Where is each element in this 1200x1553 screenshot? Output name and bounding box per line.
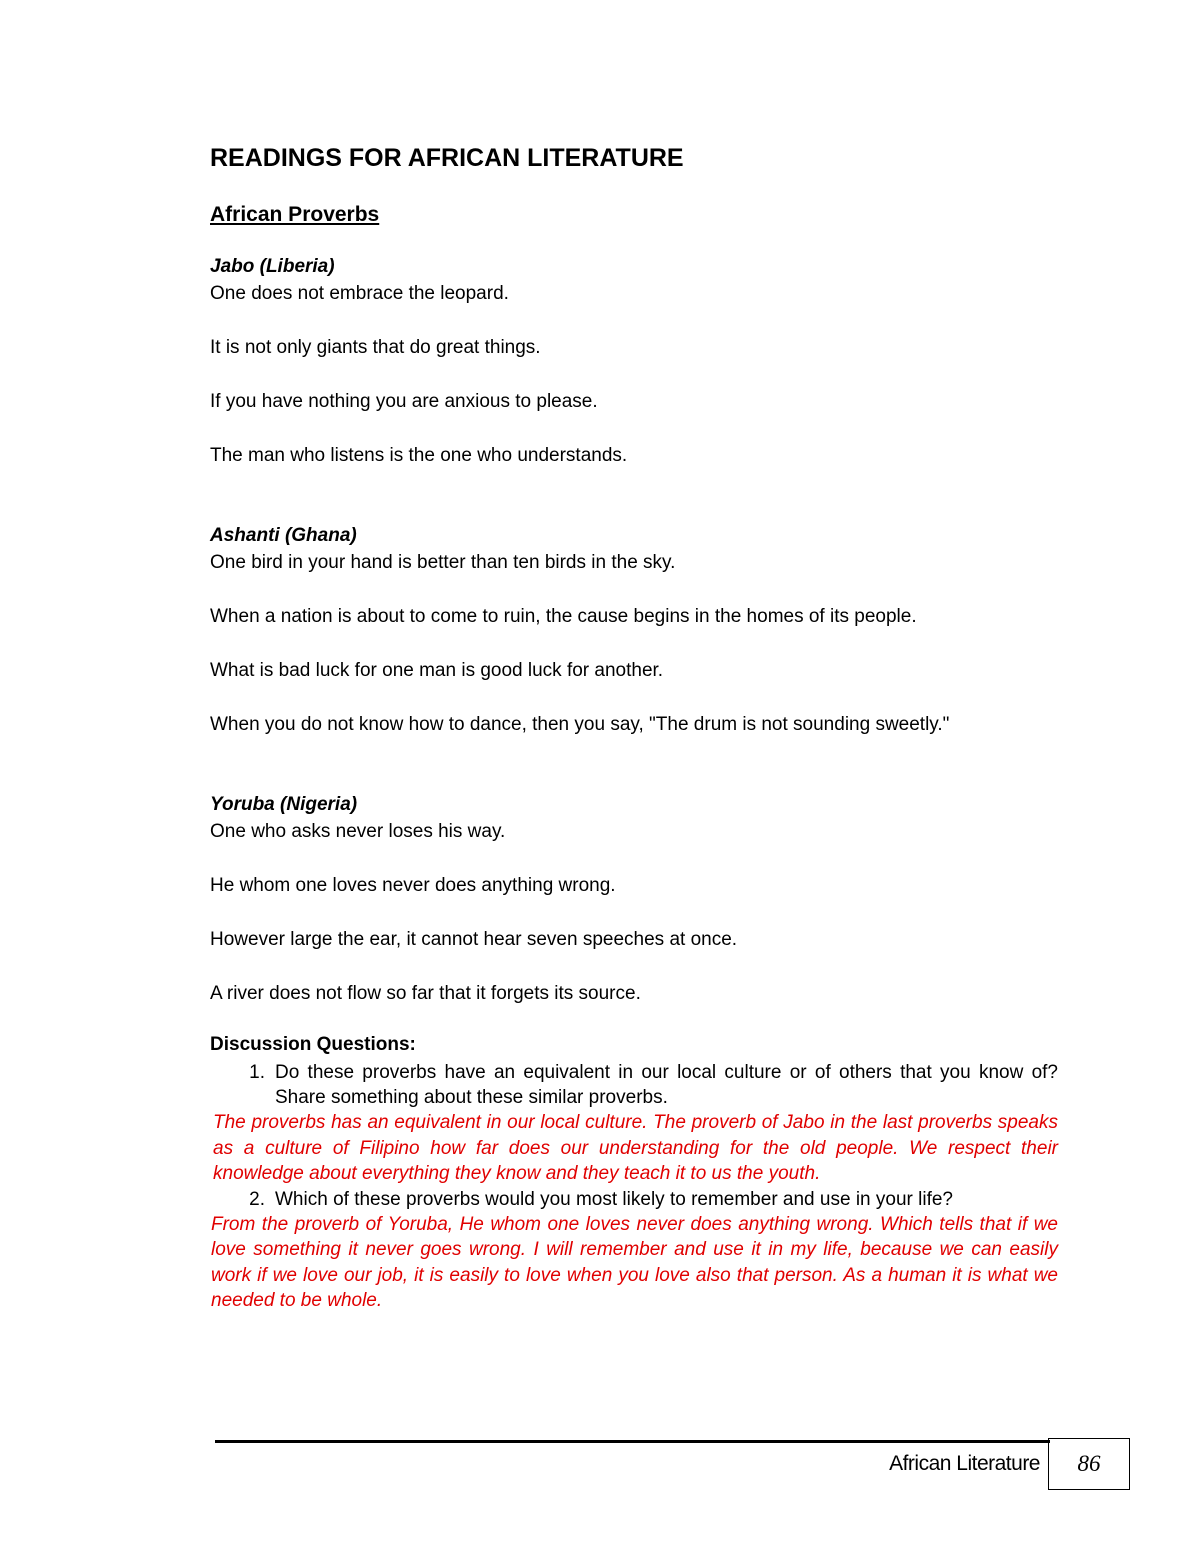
section-heading: African Proverbs [210,203,380,226]
proverb: One who asks never loses his way. [210,821,506,842]
footer-rule [215,1440,1050,1443]
proverb: When you do not know how to dance, then you say, "The drum is not sounding sweetly." [210,714,950,735]
page-number-box [1048,1438,1130,1490]
proverb: When a nation is about to come to ruin, the cause begins in the homes of its people. [210,606,917,627]
page-content [210,140,1058,1314]
proverb-group-ashanti [210,522,1058,738]
group-heading: Ashanti (Ghana) [210,525,357,546]
proverb-group-yoruba [210,791,1058,1007]
discussion-question [210,1187,1058,1212]
discussion-heading: Discussion Questions: [210,1034,416,1055]
discussion-question [210,1060,1058,1110]
group-heading: Jabo (Liberia) [210,256,335,277]
proverb: One does not embrace the leopard. [210,283,509,304]
page-title: READINGS FOR AFRICAN LITERATURE [210,144,684,172]
proverb: One bird in your hand is better than ten birds in the sky. [210,552,676,573]
question-number: 1. [249,1062,265,1083]
proverb: It is not only giants that do great things. [210,337,541,358]
proverb: A river does not flow so far that it forgets its source. [210,983,641,1004]
proverb: The man who listens is the one who understands. [210,445,628,466]
proverb: What is bad luck for one man is good luck for another. [210,660,664,681]
proverb: However large the ear, it cannot hear seven speeches at once. [210,929,738,950]
question-text: Which of these proverbs would you most likely to remember and use in your life? [275,1188,953,1210]
discussion-section [210,1032,1058,1314]
group-heading: Yoruba (Nigeria) [210,794,358,815]
answer-text: From the proverb of Yoruba, He whom one loves never does anything wrong. Which tells that if we love something it never goes wrong. I will remember and use it in my life, because we can easily work if we love our job, it is easily to love when you love also that person. As a human it is what we needed to be whole. [211,1213,1058,1311]
answer-text: The proverbs has an equivalent in our local culture. The proverb of Jabo in the last proverbs speaks as a culture of Filipino how far does our understanding for the old people. We respect their knowledge about everything they know and they teach it to us the youth. [213,1112,1058,1184]
question-number: 2. [249,1188,265,1210]
proverb: If you have nothing you are anxious to please. [210,391,598,412]
question-text: Do these proverbs have an equivalent in our local culture or of others that you know of? Share something about these similar proverbs. [275,1062,1058,1108]
proverb: He whom one loves never does anything wrong. [210,875,616,896]
proverb-group-jabo [210,253,1058,469]
footer-label: African Literature [889,1452,1040,1475]
page-number: 86 [1077,1451,1101,1476]
